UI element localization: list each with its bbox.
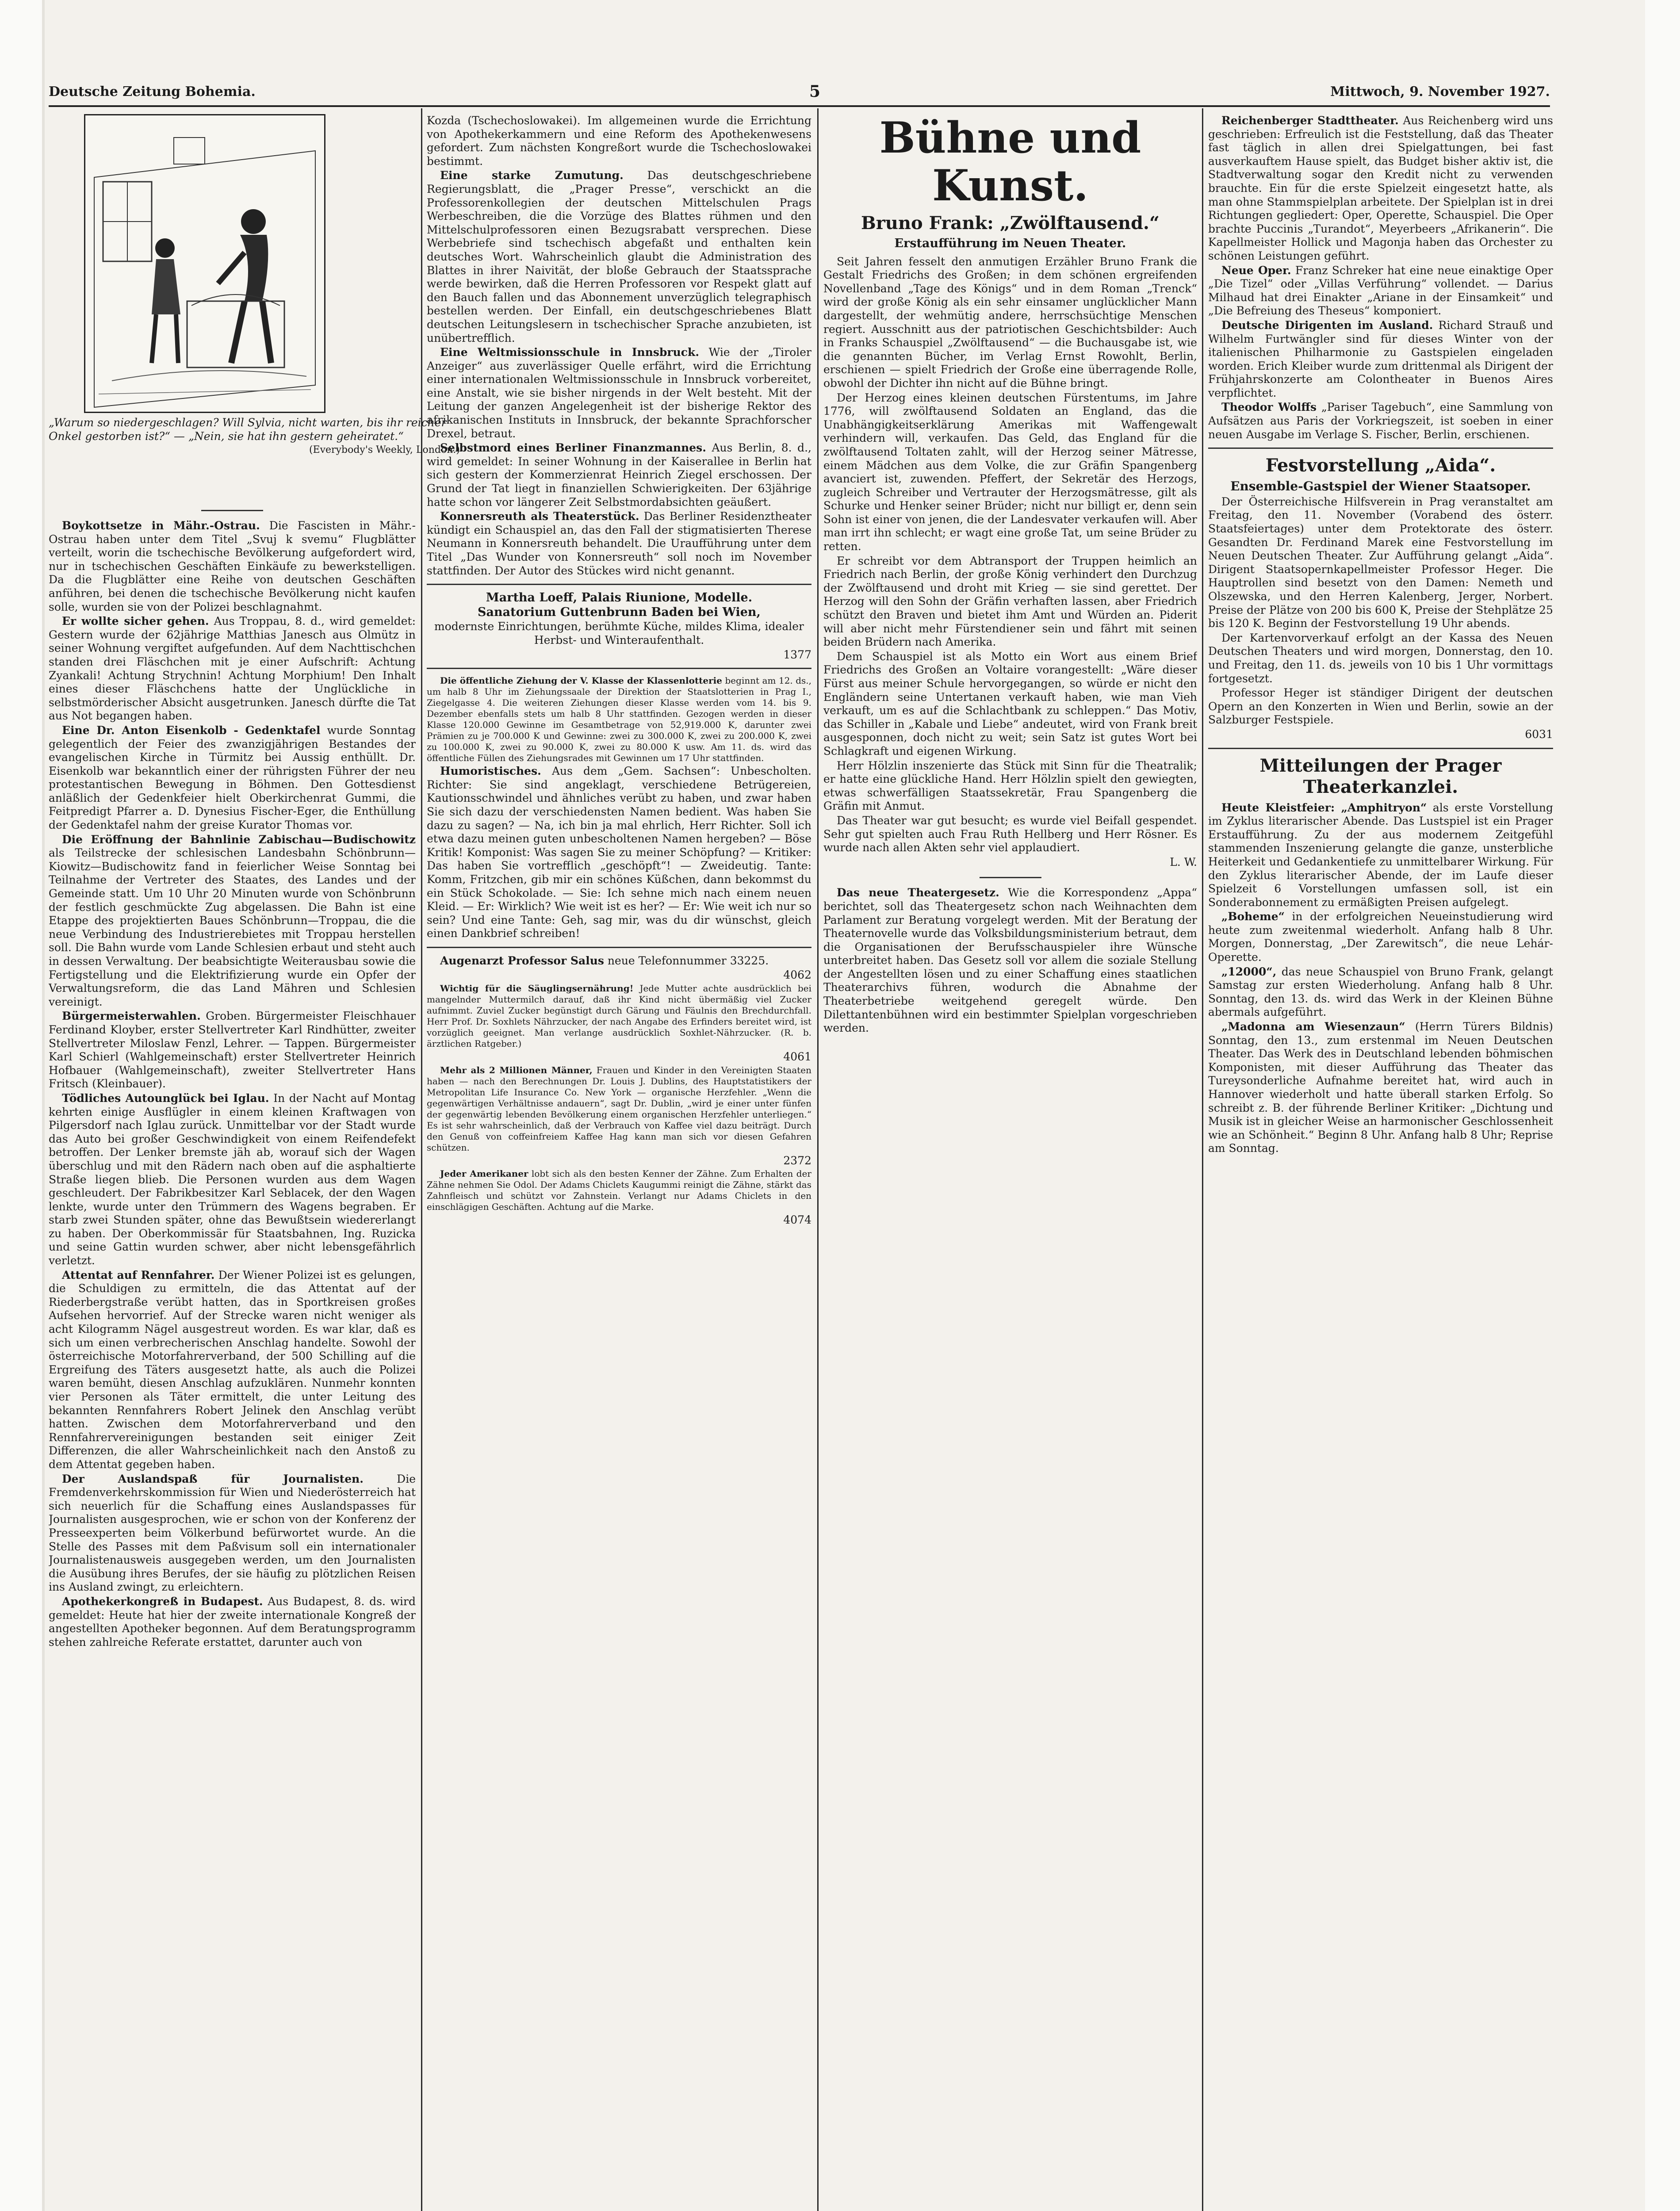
- news-item: [49, 1092, 416, 1268]
- column-divider: [1202, 108, 1203, 2211]
- news-body: Wie der „Tiroler Anzeiger“ aus zuverlässiger Quelle erfährt, wird die Errichtung einer internationalen Weltmissionsschule in Innsbruck vorbereitet, eine Anstalt, wie sie bisher nirgends in der Welt besteht. Mit der Leitung der ganzen Angelegenheit ist der bisherige Rektor des afrikanischen Instituts in Innsbruck, der bekannte Sprachforscher Drexel, betraut.: [427, 346, 811, 440]
- news-body: Aus Budapest, 8. ds. wird gemeldet: Heute hat hier der zweite internationale Kongreß der angestellten Apotheker begonnen. Auf dem Beratungsprogramm stehen zahlreiche Referate erstattet, darunter auch von: [49, 1595, 416, 1649]
- notice-body: lobt sich als den besten Kenner der Zähne. Zum Erhalten der Zähne nehmen Sie Odol. Der Adams Chiclets Kaugummi reinigt die Zähne, stärkt das Zahnfleisch und schützt vor Zahnstein. Verlangt nur Adams Chiclets in den einschlägigen Geschäften. Achtung auf die Marke.: [427, 1168, 811, 1213]
- news-body: Aus Reichenberg wird uns geschrieben: Erfreulich ist die Feststellung, daß das Theater fast täglich in allen drei Spielgattungen, bei fast ausverkauftem Hause spielt, das Budget bisher aktiv ist, die Stadtverwaltung sogar den Kredit nicht zu verwenden brauchte. Ein für die erste Spielzeit eingesetzt hatte, als man ohne Stammspielplan arbeitete. Der Spielplan ist in drei Richtungen gegliedert: Oper, Operette, Schauspiel. Die Oper brachte Puccinis „Turandot“, Meyerbeers „Afrikanerin“. Die Kapellmeister Hollick und Magonja haben das Orchester zu schönen Leistungen geführt.: [1208, 114, 1553, 262]
- news-body: Das Berliner Residenztheater kündigt ein Schauspiel an, das den Fall der stigmatisierten Therese Neumann in Konnersreuth behandelt. Die Uraufführung unter dem Titel „Das Wunder von Konnersreuth“ soll noch im November stattfinden. Der Autor des Stückes wird nicht genannt.: [427, 510, 811, 577]
- notice-body: Jede Mutter achte ausdrücklich bei mangelnder Muttermilch darauf, daß ihr Kind nicht übermäßig viel Zucker aufnimmt. Zuviel Zucker begünstigt durch Gärung und Fäulnis den Brechdurchfall. Herr Prof. Dr. Soxhlets Nährzucker, der nach Angabe des Erfinders bereitet wird, ist vorzüglich geeignet. Man verlange ausdrücklich Soxhlet-Nährzucker. (R. b. ärztlichen Ratgeber.): [427, 983, 811, 1049]
- kanzlei-item: [1208, 910, 1553, 964]
- news-lead: Theodor Wolffs: [1221, 401, 1317, 414]
- lottery-notice: [427, 675, 811, 764]
- news-lead: Boykottsetze in Mähr.-Ostrau.: [62, 519, 260, 532]
- column-1: [49, 502, 416, 2211]
- news-body: Aus dem „Gem. Sachsen“: Unbescholten. Richter: Sie sind angeklagt, verschiedene Betrügereien, Kautionsschwindel und ähnliches verübt zu haben, und zwar haben Sie sich dazu der verschiedensten Namen bedient. Was haben Sie dazu zu sagen? — Na, ich bin ja mal ehrlich, Herr Richter. Soll ich etwa dazu meinen guten unbescholtenen Namen hergeben? — Böse Kritik! Komponist: Was sagen Sie zu meiner Schöpfung? — Kritiker: Das haben Sie vortrefflich „geschöpft“! — Zweideutig. Tante: Komm, Fritzchen, gib mir ein schönes Küßchen, dann bekommst du ein Stück Schokolade. — Sie: Ich sehne mich nach einem neuen Kleid. — Er: Wirklich? Wie weit ist es her? — Er: Wie weit ich nur so sein? Und eine Tante: Geh, sag mir, was du dir wünschst, gleich einen Dankbrief schreiben!: [427, 765, 811, 940]
- news-body: wurde Sonntag gelegentlich der Feier des zwanzigjährigen Bestandes der evangelischen Kirche in Türmitz bei Aussig enthüllt. Dr. Eisenkolb war bekanntlich einer der rührigsten Führer der neu protestantischen Bewegung in Böhmen. Den Gottesdienst anläßlich der Gedenkfeier hielt Oberkirchenrat Gummi, die Feitpredigt Pfarrer a. D. Dynesius Fischer-Eger, die Enthüllung der Gedenktafel nahm der greise Kurator Thomas vor.: [49, 723, 416, 832]
- news-lead: Die öffentliche Ziehung der V. Klasse der Klassenlotterie: [440, 675, 723, 686]
- column-divider: [817, 108, 819, 2211]
- news-item: [49, 615, 416, 723]
- divider: [201, 510, 263, 511]
- news-body: als erste Vorstellung im Zyklus literarischer Abende. Das Lustspiel ist ein Prager Erstaufführung. Zu der aus modernem Zeitgefühl stammenden Inszenierung gelangte die ganze, unsterbliche Heiterkeit und Gedankentiefe zu unmittelbarer Wirkung. Für den Zyklus literarischer Abende, der im Laufe dieser Spielzeit 6 Vorstellungen umfassen soll, ist ein Sonderabonnement zu ermäßigten Preisen aufgelegt.: [1208, 801, 1553, 909]
- news-lead: Tödliches Autounglück bei Iglau.: [62, 1091, 269, 1105]
- issue-date: Mittwoch, 9. November 1927.: [1330, 84, 1550, 99]
- newspaper-name: Deutsche Zeitung Bohemia.: [49, 84, 256, 99]
- page-header: [49, 84, 1550, 102]
- news-body: Franz Schreker hat eine neue einaktige Oper „Die Tizel“ oder „Villas Verführung“ vollendet. — Darius Milhaud hat drei Einakter „Ariane in der Einsamkeit“ und „Die Befreiung des Theseus“ komponiert.: [1208, 264, 1553, 317]
- cartoon-caption: „Warum so niedergeschlagen? Will Sylvia, nicht warten, bis ihr reicher Onkel gestorben ist?“ — „Nein, sie hat ihn gestern geheiratet.“: [49, 416, 447, 443]
- aida-paragraph: Professor Heger ist ständiger Dirigent der deutschen Opern an den Konzerten in Wien und Berlin, sowie an der Salzburger Festspiele.: [1208, 686, 1553, 727]
- news-body: Richard Strauß und Wilhelm Furtwängler sind für dieses Winter von der italienischen Philharmonie zu Gastspielen eingeladen worden. Erich Kleiber wurde zum drittenmal als Dirigent der Frühjahrskonzerte am Colontheater in Buenos Aires verpflichtet.: [1208, 318, 1553, 399]
- news-body: Wie die Korrespondenz „Appa“ berichtet, soll das Theatergesetz schon nach Weihnachten dem Parlament zur Beratung vorgelegt werden. Mit der Beratung der Theaternovelle wurde das Volksbildungsministerium betraut, dem die Organisationen der Berufsschauspieler ihre Wünsche unterbreitet haben. Das Gesetz soll vor allem die soziale Stellung der Angestellten lösen und zu einer Schaffung eines staatlichen Theaterarchivs führen, wodurch die Abnahme der Theaterbetriebe weitgehend geregelt würde. Den Dilettantenbühnen wird ein bestimmter Spielplan vorgeschrieben werden.: [823, 886, 1197, 1035]
- review-paragraph: Seit Jahren fesselt den anmutigen Erzähler Bruno Frank die Gestalt Friedrichs des Großen; in dem schönen ergreifenden Novellenband „Tage des Königs“ und in dem Roman „Trenck“ wird der große König als ein sehr einsamer unglücklicher Mann dargestellt, der wehmütig andere, herrschsüchtige Menschen regiert. Ausschnitt aus der patriotischen Geschichtsbilder: Auch in Franks Schauspiel „Zwölftausend“ — die Buchausgabe ist, wie die genannten Bücher, im Verlag Ernst Rowohlt, Berlin, erschienen — spielt Friedrich der Große eine überragende Rolle, obwohl der Dichter ihn nicht auf die Bühne bringt.: [823, 255, 1197, 390]
- news-item: [49, 519, 416, 614]
- news-body: beginnt am 12. ds., um halb 8 Uhr im Ziehungssaale der Direktion der Staatslotterien in Prag I., Ziegelgasse 4. Die weiteren Ziehungen dieser Klasse werden vom 14. bis 9. Dezember ebenfalls stets um halb 8 Uhr stattfinden. Gezogen werden in dieser Klasse 120.000 Gewinne im Gesamtbetrage von 52,919.000 K, darunter zwei Prämien zu je 700.000 K und Gewinne: zwei zu 300.000 K, zwei zu 200.000 K, zwei zu 100.000 K, zwei zu 90.000 K, zwei zu 80.000 K usw. Am 11. ds. wird das öffentliche Füllen des Ziehungsrades mit Gewinnen um 17 Uhr stattfinden.: [427, 675, 811, 764]
- news-item: [427, 114, 811, 168]
- aida-title: Festvorstellung „Aida“.: [1265, 455, 1496, 476]
- review-paragraph: Er schreibt vor dem Abtransport der Truppen heimlich an Friedrich nach Berlin, der große König verhindert den Durchzug der Zwölftausend und droht mit Krieg — sie sind gerettet. Der Herzog will den Sohn der Gräfin verhaften lassen, aber Friedrich schützt den Braven und bietet ihm Amt und Würden an. Piderit will aber nicht mehr Fürstendiener sein und fährt mit seinen beiden Brüdern nach Amerika.: [823, 554, 1197, 649]
- news-item: [1208, 264, 1553, 318]
- news-lead: Er wollte sicher gehen.: [62, 615, 209, 628]
- review-title: Bruno Frank: „Zwölftausend.“: [861, 213, 1160, 233]
- kanzlei-item: [1208, 1020, 1553, 1155]
- news-lead: Der Auslandspaß für Journalisten.: [62, 1472, 364, 1485]
- ad-number: 2372: [783, 1154, 811, 1167]
- notice-item: [427, 983, 811, 1049]
- news-body: Kozda (Tschechoslowakei). Im allgemeinen wurde die Errichtung von Apothekerkammern und eine Reform des Apothekenwesens gefordert. Zum nächsten Kongreßort wurde die Tschechoslowakei bestimmt.: [427, 114, 811, 168]
- news-item: [823, 886, 1197, 1035]
- news-lead: Attentat auf Rennfahrer.: [62, 1268, 215, 1281]
- divider: [427, 668, 811, 669]
- column-2: [427, 114, 811, 2211]
- news-lead: Apothekerkongreß in Budapest.: [62, 1595, 263, 1608]
- kanzlei-item: [1208, 801, 1553, 910]
- news-body: (Herrn Türers Bildnis) Sonntag, den 13., zum erstenmal im Neuen Deutschen Theater. Das Werk des in Deutschland lebenden böhmischen Komponisten, mit dieser Aufführung das Theater das Tureysonderliche Aufnahme bereitet hat, wird auch in Hannover wiederholt und hatte überall starken Erfolg. So schreibt z. B. der führende Berliner Kritiker: „Dichtung und Musik ist in gleicher Weise an harmonischer Geschlossenheit wie an Schönheit.“ Beginn 8 Uhr. Anfang halb 8 Uhr; Reprise am Sonntag.: [1208, 1020, 1553, 1155]
- news-item: [49, 1473, 416, 1594]
- news-item: [427, 346, 811, 440]
- divider: [427, 947, 811, 948]
- news-lead: Bürgermeisterwahlen.: [62, 1010, 201, 1023]
- ad-number: 6031: [1525, 727, 1553, 741]
- news-item: [427, 441, 811, 509]
- notice-item: [427, 1065, 811, 1153]
- news-item: [427, 169, 811, 345]
- column-3: [823, 114, 1197, 2211]
- divider: [980, 877, 1041, 878]
- notice-lead: Mehr als 2 Millionen Männer,: [440, 1064, 593, 1075]
- aida-paragraph: Der Österreichische Hilfsverein in Prag veranstaltet am Freitag, den 11. November (Vorabend des österr. Staatsfeiertages) unter dem Protektorate des österr. Gesandten Dr. Ferdinand Marek eine Festvorstellung im Neuen Deutschen Theater. Zur Aufführung gelangt „Aida“. Dirigent Staatsopernkapellmeister Professor Heger. Die Hauptrollen sind besetzt von den Damen: Nemeth und Olszewska, und den Herren Kalenberg, Jerger, Norbert. Preise der Plätze von 200 bis 600 K, Preise der Stehplätze 25 bis 120 K. Beginn der Festvorstellung 19 Uhr abends.: [1208, 495, 1553, 630]
- divider: [427, 584, 811, 585]
- kanzlei-item: [1208, 965, 1553, 1019]
- news-body: in der erfolgreichen Neueinstudierung wird heute zum zweitenmal wiederholt. Anfang halb 8 Uhr. Morgen, Donnerstag, „Der Zarewitsch“, die neue Lehár-Operette.: [1208, 910, 1553, 964]
- section-title: Bühne und Kunst.: [879, 114, 1141, 210]
- news-lead: Neue Oper.: [1221, 264, 1291, 277]
- news-lead: Humoristisches.: [440, 765, 541, 778]
- review-signature: L. W.: [1170, 855, 1197, 868]
- news-body: Aus Troppau, 8. d., wird gemeldet: Gestern wurde der 62jährige Matthias Janesch aus Olmütz in seiner Wohnung vergiftet aufgefunden. Auf dem Nachttischchen standen drei Fläschchen mit je einer Aufschrift: Achtung Zyankali! Achtung Strychnin! Achtung Morphium! Den Inhalt eines dieser Fläschchens hatte der Unglückliche in selbstmörderischer Absicht ausgetrunken. Janesch dürfte die Tat aus Not begangen haben.: [49, 615, 416, 723]
- news-lead: Eine starke Zumutung.: [440, 169, 624, 182]
- news-item: [427, 510, 811, 578]
- review-paragraph: Herr Hölzlin inszenierte das Stück mit Sinn für die Theatralik; er hatte eine glückliche Hand. Herr Hölzlin spielt den gewiegten, etwas schwerfälligen Staatssekretär, Frau Spangenberg die Gräfin mit Anmut.: [823, 759, 1197, 813]
- news-item: [49, 833, 416, 1009]
- news-item: [1208, 114, 1553, 263]
- news-lead: Konnersreuth als Theaterstück.: [440, 510, 639, 523]
- notice-item: [427, 1168, 811, 1213]
- news-lead: Das neue Theatergesetz.: [837, 886, 999, 899]
- news-body: das neue Schauspiel von Bruno Frank, gelangt Samstag zur ersten Wiederholung. Anfang halb 8 Uhr. Sonntag, den 13. ds. wird das Werk in der Kleinen Bühne abermals aufgeführt.: [1208, 965, 1553, 1019]
- column-4: [1208, 114, 1553, 2211]
- news-item: [1208, 319, 1553, 400]
- news-lead: „Madonna am Wiesenzaun“: [1221, 1020, 1405, 1033]
- notice-lead: Jeder Amerikaner: [440, 1168, 528, 1179]
- news-item: [49, 1595, 416, 1649]
- ad-number: 1377: [783, 648, 811, 661]
- cartoon-credit: (Everybody's Weekly, London.): [309, 444, 460, 455]
- news-item: [49, 1010, 416, 1091]
- ad-number: 4062: [783, 968, 811, 982]
- cartoon-caption-block: [49, 416, 460, 457]
- news-body: „Pariser Tagebuch“, eine Sammlung von Aufsätzen aus Paris der Vorkriegszeit, ist soeben in einer neuen Ausgabe im Verlage S. Fischer, Berlin, erschienen.: [1208, 401, 1553, 441]
- page-left-margin: [0, 0, 45, 2211]
- news-body: Groben. Bürgermeister Fleischhauer Ferdinand Kloyber, erster Stellvertreter Karl Rindhütter, zweiter Stellvertreter Miloslaw Fenzl, Lehrer. — Tappen. Bürgermeister Karl Schierl (Wahlgemeinschaft) erster Stellvertreter Heinrich Hofbauer (Wahlgemeinschaft), zweiter Stellvertreter Hans Fritsch (Kleinbauer).: [49, 1010, 416, 1090]
- kanzlei-title: Mitteilungen der Prager Theaterkanzlei.: [1259, 755, 1502, 797]
- notice-body: Frauen und Kinder in den Vereinigten Staaten haben — nach den Berechnungen Dr. Louis J. Dublins, des Hauptstatistikers der Metropolitan Life Insurance Co. New York — organische Herzfehler. „Wenn die gegenwärtigen Verhältnisse andauern“, sagt Dr. Dublin, „wird je einer unter fünfen der gegenwärtig lebenden Bevölkerung einem organischen Herzfehler unterliegen.“ Es ist sehr wahrscheinlich, daß der Verbrauch von Kaffee viel dazu beiträgt. Durch den Genuß von coffeinfreiem Kaffee Hag kann man sich vor diesen Gefahren schützen.: [427, 1064, 811, 1153]
- news-lead: „Boheme“: [1221, 910, 1285, 923]
- news-lead: Eine Weltmissionsschule in Innsbruck.: [440, 346, 700, 359]
- notice-item: [427, 954, 811, 968]
- cartoon-drawing: [85, 115, 324, 412]
- news-body: als Teilstrecke der schlesischen Landesbahn Schönbrunn—Kiowitz—Budischowitz fand in feierlicher Weise Sonntag bei Teilnahme der Vertreter des Staates, des Landes und der Gemeinde statt. Um 10 Uhr 20 Minuten wurde von Schönbrunn der festlich geschmückte Zug abgelassen. Die Bahn ist eine Etappe des projektierten Baues Schönbrunn—Troppau, die die neue Verbindung des Industrierebietes mit Troppau herstellen soll. Die Bahn wurde vom Lande Schlesien erbaut und steht auch in dessen Verwaltung. Der beabsichtigte Weiterausbau sowie die Fertigstellung und die Elektrifizierung wurde ein Opfer der Verwaltungsreform, die das Land Mähren und Schlesien vereinigt.: [49, 846, 416, 1008]
- news-body: Die Fascisten in Mähr.-Ostrau haben unter dem Titel „Svuj k svemu“ Flugblätter verteilt, worin die tschechische Bevölkerung aufgefordert wird, nur in tschechischen Geschäften Einkäufe zu bewerkstelligen. Da die Flugblätter eine Reihe von deutschen Geschäften anführen, bei denen die tschechische Bevölkerung nicht kaufen solle, wurden sie von der Polizei beschlagnahmt.: [49, 519, 416, 613]
- page-right-margin: [1645, 0, 1680, 2211]
- review-paragraph: Dem Schauspiel ist als Motto ein Wort aus einem Brief Friedrichs des Großen an Voltaire vorangestellt: „Wäre dieser Fürst aus meiner Schule hervorgegangen, so würde er nicht den Engländern seine Untertanen verkauft haben, wie man Vieh verkauft, um es auf die Schlachtbank zu schleppen.“ Das Motiv, das Schiller in „Kabale und Liebe“ andeutet, wird von Frank breit ausgesponnen, doch nicht zu weit; sein Satz ist gutes Wort bei Schlagkraft und eigenen Wirkung.: [823, 650, 1197, 757]
- news-item: [49, 724, 416, 832]
- cartoon-illustration: [84, 114, 325, 413]
- news-body: Der Wiener Polizei ist es gelungen, die Schuldigen zu ermitteln, die das Attentat auf der Riederbergstraße verübt hatten, das in Sportkreisen großes Aufsehen hervorrief. Auf der Strecke waren nicht weniger als acht Kilogramm Nägel ausgestreut worden. Es war klar, daß es sich um einen verbrecherischen Anschlag handelte. Sowohl der österreichische Motorfahrerverband, der 500 Schilling auf die Ergreifung des Täters ausgesetzt hatte, als auch die Polizei waren bemüht, diesen Anschlag aufzuklären. Nunmehr konnten vier Personen als Täter ermittelt, die unter Leitung des bekannten Rennfahrers Robert Jelinek den Anschlag verübt hatten. Zwischen dem Motorfahrerverband und den Rennfahrervereinigungen bestanden seit einiger Zeit Differenzen, die aller Wahrscheinlichkeit nach den Anstoß zu dem Attentat gegeben haben.: [49, 1268, 416, 1471]
- news-lead: Deutsche Dirigenten im Ausland.: [1221, 318, 1433, 332]
- notice-body: neue Telefonnummer 33225.: [607, 954, 769, 967]
- news-lead: Eine Dr. Anton Eisenkolb - Gedenktafel: [62, 723, 321, 737]
- news-item: [49, 1269, 416, 1472]
- humor-item: [427, 765, 811, 941]
- news-lead: Die Eröffnung der Bahnlinie Zabischau—Budischowitz: [62, 833, 416, 846]
- page-number: 5: [809, 82, 821, 101]
- notice-lead: Augenarzt Professor Salus: [440, 954, 604, 967]
- review-paragraph: Der Herzog eines kleinen deutschen Fürstentums, im Jahre 1776, will zwölftausend Soldaten an England, das die Unabhängigkeitserklärung Amerikas mit Waffengewalt verhindern will, verkaufen. Das Geld, das England für die zwölftausend Toltaten zahlt, will der Herzog seiner Mätresse, einem Mädchen aus dem Volke, die zur Gräfin Spangenberg avanciert ist, zuwenden. Pfeffert, der Sekretär des Herzogs, zugleich Schreiber und Vertrauter der Herzogsmätresse, gilt als Schurke und Henker seiner Brüder; nicht nur billigt er, denn sein Sohn ist einer von jenen, die der Landesvater verkaufen will. Aber man irrt ihn schlecht; er wagt eine große Tat, um seine Brüder zu retten.: [823, 391, 1197, 553]
- ad-number: 4074: [783, 1213, 811, 1227]
- review-paragraph: Das Theater war gut besucht; es wurde viel Beifall gespendet. Sehr gut spielten auch Frau Ruth Hellberg und Herr Rösner. Es wurde nach allen Akten sehr viel applaudiert.: [823, 814, 1197, 854]
- notice-lead: Wichtig für die Säuglingsernährung!: [440, 983, 634, 994]
- header-rule: [49, 105, 1550, 107]
- ad-title: Sanatorium Guttenbrunn Baden bei Wien,: [478, 605, 761, 619]
- divider: [1208, 448, 1553, 449]
- news-lead: Selbstmord eines Berliner Finanzmannes.: [440, 441, 706, 455]
- aida-paragraph: Der Kartenvorverkauf erfolgt an der Kassa des Neuen Deutschen Theaters und wird morgen, Donnerstag, den 10. und Freitag, den 11. ds. jeweils von 10 bis 1 Uhr vormittags fortgesetzt.: [1208, 631, 1553, 685]
- ad-title: Martha Loeff, Palais Riunione, Modelle.: [486, 591, 753, 605]
- aida-subtitle: Ensemble-Gastspiel der Wiener Staatsoper.: [1230, 479, 1531, 494]
- news-lead: „12000“,: [1221, 965, 1277, 978]
- news-body: Aus Berlin, 8. d., wird gemeldet: In seiner Wohnung in der Kaiserallee in Berlin hat sich gestern der Kommerzienrat Heinrich Ziegel erschossen. Der Grund der Tat liegt in finanziellen Schwierigkeiten. Der 63jährige hatte schon vor längerer Zeit Selbstmordabsichten geäußert.: [427, 441, 811, 509]
- divider: [1208, 748, 1553, 749]
- news-item: [1208, 401, 1553, 441]
- ad-number: 4061: [783, 1050, 811, 1063]
- news-body: Die Fremdenverkehrskommission für Wien und Niederösterreich hat sich neuerlich für die Schaffung eines Auslandspasses für Journalisten ausgesprochen, wie er schon von der Konferenz der Presseexperten beim Völkerbund befürwortet wurde. An die Stelle des Passes mit dem Paßvisum soll ein internationaler Journalistenausweis ausgegeben werden, um den Journalisten die Ausübung ihres Berufes, der sie häufig zu plötzlichen Reisen ins Ausland zwingt, zu erleichtern.: [49, 1472, 416, 1594]
- news-body: In der Nacht auf Montag kehrten einige Ausflügler in einem kleinen Kraftwagen von Pilgersdorf nach Iglau zurück. Unmittelbar vor der Stadt wurde das Auto bei großer Geschwindigkeit von einem Reifendefekt betroffen. Der Lenker bremste jäh ab, worauf sich der Wagen überschlug und mit den Rädern nach oben auf die asphaltierte Straße liegen blieb. Die Personen wurden aus dem Wagen geschleudert. Der Fabrikbesitzer Karl Seblacek, der den Wagen lenkte, wurde unter den Trümmern des Wagens begraben. Er starb zwei Stunden später, ohne das Bewußtsein wiedererlangt zu haben. Der Oberkommissär für Staatsbahnen, Ing. Ruzicka und seine Gattin wurden schwer, aber nicht lebensgefährlich verletzt.: [49, 1091, 416, 1267]
- news-lead: Reichenberger Stadttheater.: [1221, 114, 1399, 127]
- ad-body: modernste Einrichtungen, berühmte Küche, mildes Klima, idealer Herbst- und Winteraufenthalt.: [434, 620, 804, 646]
- review-subtitle: Erstaufführung im Neuen Theater.: [894, 237, 1126, 250]
- news-body: Das deutschgeschriebene Regierungsblatt, die „Prager Presse“, verschickt an die Professorenkollegien der deutschen Mittelschulen Prags Werbeschreiben, die die Vorzüge des Blattes rühmen und den Mittelschulprofessoren einen Bezugsrabatt versprechen. Diese Werbebriefe sind tschechisch abgefaßt und enthalten kein deutsches Wort. Wahrscheinlich glaubt die Administration des Blattes in ihrer Naivität, der bloße Gebrauch der Staatssprache werde bewirken, daß die Herren Professoren vor Respekt glatt auf den Bauch fallen und das Abonnement unverzüglich telegraphisch bestellen werden. Der Einfall, ein deutschgeschriebenes Blatt deutschen Leitungslesern in tschechischer Sprache anzubieten, ist unübertrefflich.: [427, 169, 811, 344]
- news-lead: Heute Kleistfeier: „Amphitryon“: [1221, 801, 1427, 814]
